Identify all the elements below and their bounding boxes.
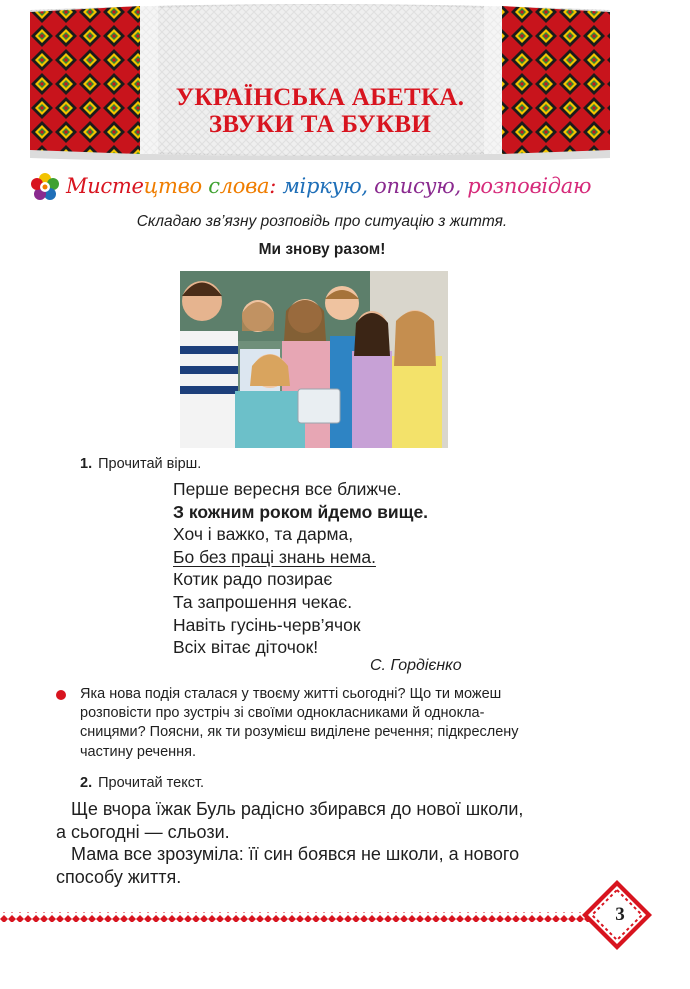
question-line: частину речення. [80, 743, 197, 760]
story-line: способу життя. [56, 866, 182, 887]
heading-part: Мисте [66, 174, 144, 198]
page-number: 3 [615, 904, 625, 925]
heading-part: с [201, 174, 220, 198]
children-group-photo [180, 271, 448, 448]
story-text [56, 798, 596, 888]
poem-line: Котик радо позирає [173, 569, 333, 590]
heading-part: цтво [143, 174, 202, 198]
flower-icon [30, 172, 60, 202]
story-line: а сьогодні — сльози. [56, 821, 230, 842]
question-text [80, 685, 592, 762]
heading-part: лова [219, 174, 270, 198]
poem-line: Всіх вітає діточок! [173, 637, 319, 658]
heading-part: описую, [374, 174, 468, 198]
task-1-number: 1. [80, 456, 93, 472]
question-line: розповісти про зустріч зі своїми однокласниками й однокла- [80, 705, 485, 722]
story-line: Мама все зрозуміла: її син боявся не школи, а нового [56, 844, 520, 864]
poem-line: Перше вересня все ближче. [173, 479, 402, 499]
poem-line: Та запрошення чекає. [173, 591, 353, 612]
task-2-label [80, 775, 204, 791]
header-banner [30, 0, 610, 160]
chapter-title-line1: УКРАЇНСЬКА АБЕТКА. [175, 84, 465, 111]
poem-line: Хоч і важко, та дарма, [173, 524, 354, 545]
poem-line-highlighted: З кожним роком йдемо вище. [173, 501, 429, 522]
section-heading-text [66, 174, 591, 198]
story-title: Ми знову разом! [258, 241, 386, 258]
heading-part: розповідаю [467, 174, 592, 198]
heading-part: міркую, [282, 174, 375, 198]
chapter-title [140, 84, 500, 138]
class-photo [180, 271, 448, 448]
question-line: сницями? Поясни, як ти розумієш виділене речення; підкреслену [80, 724, 519, 741]
task-1-text: Прочитай вірш. [98, 456, 202, 472]
task-1-label [80, 456, 201, 472]
footer-ornament-line [0, 904, 590, 930]
section-heading [30, 172, 630, 206]
task-2-text: Прочитай текст. [98, 775, 205, 791]
poem-line-underlined: Бо без праці знань нема. [173, 546, 376, 567]
poem [173, 478, 428, 659]
story-line: Ще вчора їжак Буль радісно збирався до нової школи, [56, 799, 524, 819]
heading-part: : [269, 174, 283, 198]
question-line: Яка нова подія сталася у твоєму житті сьогодні? Що ти можеш [80, 686, 502, 702]
section-subtitle: Складаю зв’язну розповідь про ситуацію з життя. [136, 213, 508, 230]
chapter-title-line2: ЗВУКИ ТА БУКВИ [208, 111, 432, 138]
poem-line: Навіть гусінь-черв’ячок [173, 614, 361, 635]
red-dot-icon [56, 690, 66, 700]
task-2-number: 2. [80, 775, 93, 791]
poem-author: С. Гордієнко [370, 657, 462, 674]
